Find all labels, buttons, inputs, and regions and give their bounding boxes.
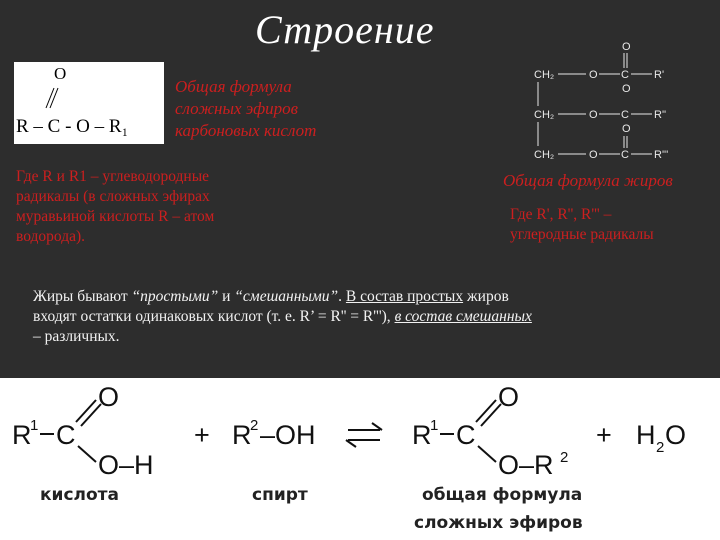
ester-r: R bbox=[412, 420, 432, 450]
caption-line: карбоновых кислот bbox=[175, 121, 317, 140]
fat-oxygen: O bbox=[622, 83, 631, 95]
fat-radicals-note bbox=[510, 205, 654, 245]
note-line: углеродные радикалы bbox=[510, 226, 654, 243]
ester-label-line1: общая формула bbox=[422, 485, 583, 505]
alcohol-sup: 2 bbox=[250, 417, 259, 434]
caption-line: сложных эфиров bbox=[175, 99, 299, 118]
formula-oxygen: O bbox=[54, 64, 67, 83]
text-fragment: В состав простых bbox=[345, 288, 464, 305]
esterification-equation bbox=[0, 378, 720, 540]
water-h: H bbox=[636, 420, 656, 450]
ester-top-oxygen: O bbox=[498, 382, 520, 412]
general-formula-diagram bbox=[14, 62, 164, 144]
bond-line bbox=[76, 400, 96, 422]
water-o: O bbox=[665, 420, 687, 450]
r-radicals-note bbox=[16, 167, 214, 247]
alcohol-oh: –OH bbox=[260, 420, 316, 450]
acid-sup: 1 bbox=[30, 417, 39, 434]
equilibrium-arrows-icon bbox=[346, 423, 382, 447]
general-formula-box bbox=[14, 62, 164, 144]
fat-radical: R''' bbox=[654, 149, 669, 161]
text-fragment: – различных. bbox=[33, 328, 120, 345]
text-fragment: . bbox=[338, 288, 346, 305]
ester-sup1: 1 bbox=[430, 417, 439, 434]
fat-carbon: C bbox=[621, 69, 629, 81]
fats-description bbox=[33, 287, 693, 347]
note-line: муравьиной кислоты R – атом bbox=[16, 208, 215, 225]
alcohol-structure bbox=[232, 417, 316, 505]
acid-carbon: C bbox=[56, 420, 76, 450]
fat-ch2: CH₂ bbox=[534, 149, 555, 161]
acid-label: кислота bbox=[40, 485, 119, 505]
fat-formula-caption: Общая формула жиров bbox=[503, 171, 673, 190]
formula-line: R – C - O – R₁ bbox=[16, 116, 129, 137]
fat-radical: R'' bbox=[654, 109, 667, 121]
double-bond-line bbox=[50, 88, 58, 108]
text-fragment: входят остатки одинаковых кислот (т. е. R’ = R'' = R'''), bbox=[33, 308, 395, 325]
arrow-head bbox=[346, 440, 356, 447]
acid-oh: O–H bbox=[98, 450, 154, 480]
fat-oxygen: O bbox=[589, 149, 598, 161]
acid-top-oxygen: O bbox=[98, 382, 120, 412]
note-line: радикалы (в сложных эфирах bbox=[16, 188, 210, 205]
ester-label-line2: сложных эфиров bbox=[414, 513, 583, 533]
ester-formula-caption bbox=[175, 76, 316, 142]
caption-line: Общая формула bbox=[175, 77, 292, 96]
note-line: Где R и R1 – углеводородные bbox=[16, 168, 210, 185]
slide-title: Строение bbox=[255, 7, 435, 52]
text-fragment: в состав смешанных bbox=[394, 308, 532, 325]
text-fragment: и bbox=[218, 288, 235, 305]
note-line: Где R', R'', R''' – bbox=[510, 206, 612, 223]
text-fragment: “смешанными” bbox=[234, 288, 339, 305]
alcohol-label: спирт bbox=[252, 485, 308, 505]
fat-ch2: CH₂ bbox=[534, 109, 555, 121]
water-sub: 2 bbox=[656, 439, 665, 456]
fat-ch2: CH₂ bbox=[534, 69, 555, 81]
fat-carbon: C bbox=[621, 149, 629, 161]
plus-sign: + bbox=[596, 420, 612, 450]
fat-top-oxygen: O bbox=[622, 41, 631, 53]
plus-sign: + bbox=[194, 420, 210, 450]
fat-carbon: C bbox=[621, 109, 629, 121]
acid-r: R bbox=[12, 420, 32, 450]
fat-formula-diagram bbox=[528, 36, 718, 166]
bond-line bbox=[78, 446, 96, 462]
text-fragment: жиров bbox=[463, 288, 509, 305]
double-bond-line bbox=[46, 88, 54, 108]
fat-oxygen: O bbox=[589, 109, 598, 121]
bond-line bbox=[478, 446, 496, 462]
ester-sup2: 2 bbox=[560, 449, 569, 466]
fat-oxygen: O bbox=[589, 69, 598, 81]
fat-radical: R' bbox=[654, 69, 665, 81]
fat-oxygen: O bbox=[622, 123, 631, 135]
ester-oxygen-r: O–R bbox=[498, 450, 554, 480]
acid-structure bbox=[12, 382, 154, 505]
bond-line bbox=[476, 400, 496, 422]
text-fragment: Жиры бывают bbox=[33, 288, 132, 305]
arrow-head bbox=[372, 423, 382, 430]
text-fragment: “простыми” bbox=[131, 288, 219, 305]
alcohol-r: R bbox=[232, 420, 252, 450]
note-line: водорода). bbox=[16, 228, 86, 245]
ester-carbon: C bbox=[456, 420, 476, 450]
ester-structure bbox=[412, 382, 583, 533]
water-structure bbox=[636, 420, 686, 456]
